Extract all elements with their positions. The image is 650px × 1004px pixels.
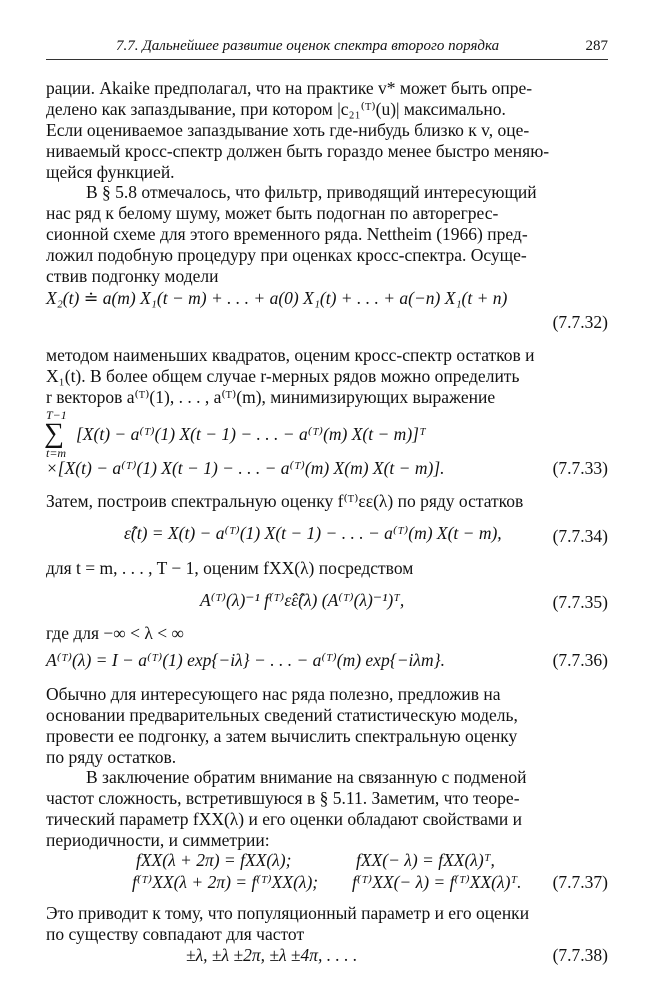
equation-number: (7.7.37): [552, 872, 608, 892]
equation-7-7-36: A⁽ᵀ⁾(λ) = I − a⁽ᵀ⁾(1) exp{−iλ} − . . . − a⁽ᵀ⁾(m) exp{−iλm}.: [46, 650, 445, 670]
equation-number: (7.7.38): [552, 945, 608, 965]
text-line: делено как запаздывание, при котором |c₂₁⁽ᵀ⁾(u)| максимально.: [46, 99, 506, 119]
text-line: Это приводит к тому, что популяционный параметр и его оценки: [46, 903, 530, 923]
equation-line: [X(t) − a⁽ᵀ⁾(1) X(t − 1) − . . . − a⁽ᵀ⁾(m) X(t − m)]ᵀ: [76, 424, 426, 444]
equation-7-7-35: A⁽ᵀ⁾(λ)⁻¹ f⁽ᵀ⁾ε̂ε̂(λ) (A⁽ᵀ⁾(λ)⁻¹)ᵀ,: [200, 590, 405, 610]
equation-number: (7.7.35): [552, 592, 608, 612]
paragraph-for-t: [46, 558, 608, 579]
text-line: методом наименьших квадратов, оценим кросс-спектр остатков и: [46, 345, 535, 365]
equation-line: f⁽ᵀ⁾XX(λ + 2π) = f⁽ᵀ⁾XX(λ);: [132, 872, 319, 892]
paragraph-conclusion: [46, 903, 608, 945]
text-line: по ряду остатков.: [46, 747, 177, 767]
text-line: по существу совпадают для частот: [46, 924, 305, 944]
text-line: сионной схеме для этого временного ряда. Nettheim (1966) пред-: [46, 224, 528, 244]
text-line: нас ряд к белому шуму, может быть подогнан по авторегрес-: [46, 203, 499, 223]
text-line: периодичности, и симметрии:: [46, 830, 270, 850]
equation-number: (7.7.33): [552, 458, 608, 478]
paragraph-nettheim: [46, 182, 608, 287]
text-line: В § 5.8 отмечалось, что фильтр, приводящий интересующий: [86, 182, 537, 202]
text-line: рации. Akaike предполагал, что на практике v* может быть опре-: [46, 78, 533, 98]
equation-line: f⁽ᵀ⁾XX(− λ) = f⁽ᵀ⁾XX(λ)ᵀ.: [352, 872, 522, 892]
text-line: щейся функцией.: [46, 162, 175, 182]
equation-7-7-34: ε̂(t) = X(t) − a⁽ᵀ⁾(1) X(t − 1) − . . . − a⁽ᵀ⁾(m) X(t − m),: [124, 523, 502, 543]
text-line: ствив подгонку модели: [46, 266, 219, 286]
equation-number: (7.7.32): [552, 312, 608, 332]
paragraph-usually: [46, 684, 608, 768]
text-line: В заключение обратим внимание на связанную с подменой: [86, 767, 527, 787]
text-line: r векторов a⁽ᵀ⁾(1), . . . , a⁽ᵀ⁾(m), минимизирующих выражение: [46, 387, 496, 407]
equation-line: fXX(λ + 2π) = fXX(λ);: [136, 850, 292, 870]
equation-7-7-38: ±λ, ±λ ±2π, ±λ ±4π, . . . .: [186, 945, 358, 965]
equation-number: (7.7.34): [552, 526, 608, 546]
text-line: провести ее подгонку, а затем вычислить спектральную оценку: [46, 726, 518, 746]
text-line: для t = m, . . . , T − 1, оценим fXX(λ) посредством: [46, 558, 414, 578]
sum-lower-limit: t=m: [46, 446, 67, 460]
text-line: где для −∞ < λ < ∞: [46, 623, 184, 643]
text-line: ниваемый кросс-спектр должен быть гораздо менее быстро меняю-: [46, 141, 550, 161]
paragraph-akaike: [46, 78, 608, 183]
text-line: тический параметр fXX(λ) и его оценки обладают свойствами и: [46, 809, 523, 829]
paragraph-residuals: [46, 491, 608, 512]
equation-7-7-32: X₂(t) ≐ a(m) X₁(t − m) + . . . + a(0) X₁(t) + . . . + a(−n) X₁(t + n): [46, 288, 508, 308]
page-number: 287: [585, 38, 608, 54]
paragraph-aliasing: [46, 767, 608, 851]
equation-line: fXX(− λ) = fXX(λ)ᵀ,: [356, 850, 495, 870]
sum-symbol: ∑: [44, 418, 64, 449]
running-header: [46, 38, 608, 60]
paragraph-where: [46, 623, 608, 644]
text-line: X₁(t). В более общем случае r-мерных рядов можно определить: [46, 366, 520, 386]
equation-line: ×[X(t) − a⁽ᵀ⁾(1) X(t − 1) − . . . − a⁽ᵀ⁾(m) X(m) X(t − m)].: [46, 458, 445, 478]
text-line: основании предварительных сведений статистическую модель,: [46, 705, 518, 725]
text-line: ложил подобную процедуру при оценках кросс-спектра. Осуще-: [46, 245, 527, 265]
sum-upper-limit: T−1: [46, 408, 67, 422]
text-line: Затем, построив спектральную оценку f⁽ᵀ⁾εε(λ) по ряду остатков: [46, 491, 524, 511]
paragraph-least-squares: [46, 345, 608, 408]
running-title: 7.7. Дальнейшее развитие оценок спектра второго порядка: [116, 38, 500, 54]
text-line: Если оцениваемое запаздывание хоть где-нибудь близко к v, оце-: [46, 120, 530, 140]
text-line: частот сложность, встретившуюся в § 5.11. Заметим, что теоре-: [46, 788, 520, 808]
equation-number: (7.7.36): [552, 650, 608, 670]
text-line: Обычно для интересующего нас ряда полезно, предложив на: [46, 684, 501, 704]
